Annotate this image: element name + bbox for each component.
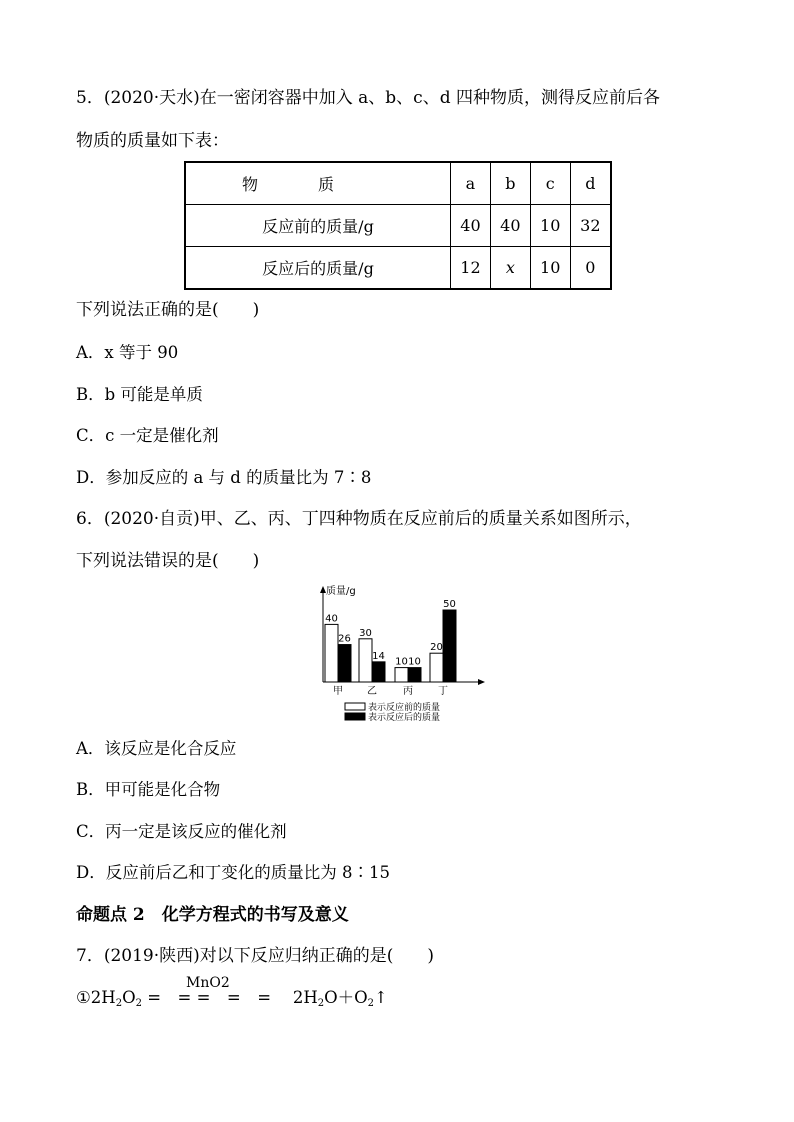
legend-swatch <box>345 713 365 720</box>
bar-value-label: 10 <box>408 656 421 668</box>
catalyst-label: MnO2 <box>186 975 230 991</box>
bar-value-label: 40 <box>325 613 338 625</box>
q6-option-c: C．丙一定是该反应的催化剂 <box>76 822 287 841</box>
category-label: 丙 <box>403 686 413 697</box>
category-label: 丁 <box>438 686 448 697</box>
q6-option-d: D．反应前后乙和丁变化的质量比为 8∶15 <box>76 863 390 882</box>
q5-option-a: A．x 等于 90 <box>76 343 179 362</box>
mass-bar-chart <box>312 580 492 730</box>
table-col-c: c <box>530 162 570 205</box>
q7-stem: 7．(2019·陕西)对以下反应归纳正确的是( ) <box>76 946 435 966</box>
table-row <box>185 205 611 247</box>
bar-before <box>359 639 372 682</box>
q5-option-c: C．c 一定是催化剂 <box>76 426 219 445</box>
q5-stem-line1: 5．(2020·天水)在一密闭容器中加入 a、b、c、d 四种物质，测得反应前后各 <box>76 88 660 108</box>
q7-equation <box>76 986 388 1016</box>
bar-before <box>325 624 338 682</box>
y-axis-label: 质量/g <box>326 586 356 597</box>
table-col-b: b <box>490 162 530 205</box>
table-cell: 40 <box>490 205 530 247</box>
eq-o: O <box>122 988 136 1007</box>
eq-middle: = = = = = 2H <box>141 988 318 1007</box>
eq-sub: 2 <box>367 998 375 1009</box>
eq-prefix: ①2H <box>76 988 116 1007</box>
table-cell: 40 <box>451 205 491 247</box>
q5-option-d: D．参加反应的 a 与 d 的质量比为 7∶8 <box>76 468 372 487</box>
table-row-label-before: 反应前的质量/g <box>185 205 451 247</box>
bar-value-label: 30 <box>359 627 372 639</box>
table-cell: x <box>490 247 530 290</box>
q6-option-b: B．甲可能是化合物 <box>76 780 221 799</box>
category-label: 乙 <box>367 686 377 697</box>
eq-products: O＋O <box>324 988 368 1007</box>
mass-table <box>184 161 612 290</box>
bar-value-label: 26 <box>338 633 351 645</box>
legend-label: 表示反应前的质量 <box>368 703 441 713</box>
table-cell: 10 <box>530 247 570 290</box>
gas-arrow: ↑ <box>374 988 388 1007</box>
table-header-label: 物质 <box>185 162 451 205</box>
category-label: 甲 <box>333 686 343 697</box>
table-col-d: d <box>570 162 611 205</box>
eq-sub: 2 <box>317 998 325 1009</box>
q5-prompt: 下列说法正确的是( ) <box>76 300 260 320</box>
bar-value-label: 50 <box>443 599 456 610</box>
legend-label: 表示反应后的质量 <box>368 713 441 723</box>
table-row <box>185 247 611 290</box>
table-header-row <box>185 162 611 205</box>
table-row-label-after: 反应后的质量/g <box>185 247 451 290</box>
bar-after <box>372 662 385 682</box>
q6-option-a: A．该反应是化合反应 <box>76 739 237 758</box>
table-cell: 0 <box>570 247 611 290</box>
q6-stem-line1: 6．(2020·自贡)甲、乙、丙、丁四种物质在反应前后的质量关系如图所示， <box>76 509 642 529</box>
q6-prompt: 下列说法错误的是( ) <box>76 551 260 571</box>
bar-before <box>430 653 443 682</box>
eq-sub: 2 <box>115 998 123 1009</box>
bar-value-label: 20 <box>430 642 443 654</box>
table-cell: 10 <box>530 205 570 247</box>
legend-swatch <box>345 703 365 710</box>
x-axis-arrow <box>478 679 485 685</box>
eq-sub: 2 <box>135 998 142 1009</box>
bar-after <box>338 645 351 682</box>
q5-option-b: B．b 可能是单质 <box>76 385 203 404</box>
bar-value-label: 14 <box>372 650 385 662</box>
bar-before <box>395 668 408 682</box>
q5-stem-line2: 物质的质量如下表： <box>76 131 229 151</box>
bar-after <box>443 610 456 682</box>
bar-value-label: 10 <box>395 656 408 668</box>
table-cell: 12 <box>451 247 491 290</box>
table-cell: 32 <box>570 205 611 247</box>
bar-after <box>408 668 421 682</box>
table-col-a: a <box>451 162 491 205</box>
section-title: 命题点 2 化学方程式的书写及意义 <box>76 905 349 925</box>
